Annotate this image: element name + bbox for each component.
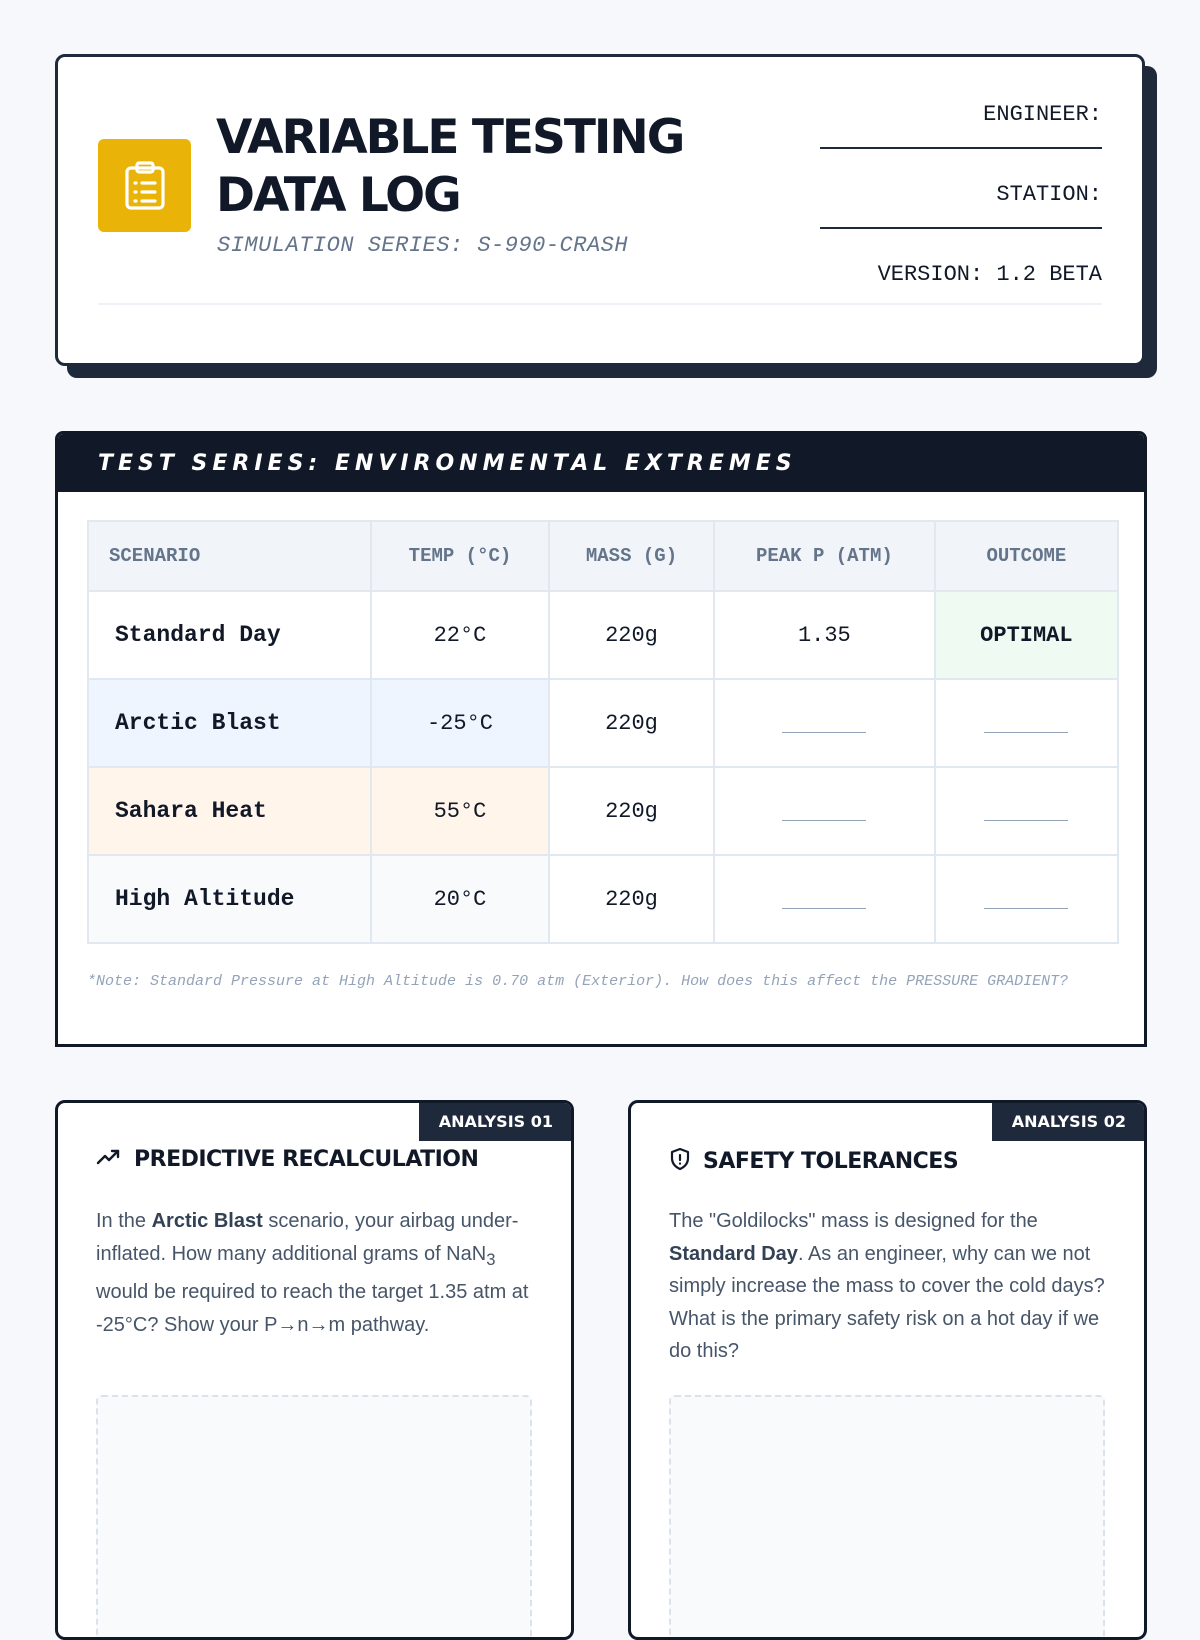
scenario-cell: Sahara Heat [88, 767, 371, 855]
table-row [88, 767, 1118, 855]
shield-icon [669, 1147, 691, 1176]
mass-cell: 220g [549, 591, 714, 679]
peak-blank[interactable] [782, 819, 866, 821]
scenario-cell: Arctic Blast [88, 679, 371, 767]
header-card [55, 54, 1145, 366]
analysis-heading [96, 1147, 478, 1172]
analysis-body [669, 1205, 1109, 1368]
outcome-blank[interactable] [984, 819, 1068, 821]
title-line-2: DATA LOG [216, 168, 460, 223]
peak-cell[interactable] [714, 767, 935, 855]
temp-cell: -25°C [371, 679, 549, 767]
column-header: TEMP (°C) [371, 521, 549, 591]
mass-cell: 220g [549, 767, 714, 855]
outcome-cell: OPTIMAL [935, 591, 1118, 679]
outcome-blank[interactable] [984, 907, 1068, 909]
mass-cell: 220g [549, 679, 714, 767]
outcome-cell[interactable] [935, 679, 1118, 767]
body-bold: Arctic Blast [151, 1210, 263, 1232]
title-line-1: VARIABLE TESTING [216, 110, 684, 165]
body-text: would be required to reach the target 1.35 atm at -25°C? Show your P→n→m pathway. [96, 1281, 529, 1336]
analysis-title: SAFETY TOLERANCES [703, 1149, 959, 1174]
answer-box[interactable] [669, 1395, 1105, 1640]
trending-up-icon [96, 1147, 122, 1172]
temp-cell: 20°C [371, 855, 549, 943]
analysis-tag: ANALYSIS 02 [992, 1103, 1144, 1141]
peak-cell[interactable] [714, 679, 935, 767]
scenario-cell: High Altitude [88, 855, 371, 943]
engineer-label: ENGINEER: [983, 102, 1102, 127]
outcome-cell[interactable] [935, 767, 1118, 855]
temp-cell: 55°C [371, 767, 549, 855]
outcome-cell[interactable] [935, 855, 1118, 943]
table-note: *Note: Standard Pressure at High Altitude is 0.70 atm (Exterior). How does this affect the PRESSURE GRADIENT? [87, 973, 1069, 990]
peak-cell: 1.35 [714, 591, 935, 679]
peak-blank[interactable] [782, 731, 866, 733]
test-series-card [55, 431, 1147, 1047]
clipboard-icon [98, 139, 191, 232]
outcome-blank[interactable] [984, 731, 1068, 733]
column-header: OUTCOME [935, 521, 1118, 591]
body-text: . As an engineer, why can we not simply increase the mass to cover the cold days? What is the primary safety risk on a hot day if we do this? [669, 1242, 1105, 1362]
column-header: MASS (G) [549, 521, 714, 591]
data-table [87, 520, 1119, 944]
column-header: SCENARIO [88, 521, 371, 591]
temp-cell: 22°C [371, 591, 549, 679]
peak-cell[interactable] [714, 855, 935, 943]
analysis-title: PREDICTIVE RECALCULATION [134, 1147, 479, 1172]
body-text: In the [96, 1210, 152, 1232]
table-row [88, 679, 1118, 767]
table-header-row [88, 521, 1118, 591]
test-series-title: TEST SERIES: ENVIRONMENTAL EXTREMES [58, 434, 1144, 492]
analysis-heading [669, 1147, 958, 1176]
body-subscript: 3 [486, 1249, 496, 1269]
version-label: VERSION: 1.2 BETA [877, 262, 1102, 287]
station-field[interactable] [820, 213, 1102, 229]
body-text: scenario, your airbag under-inflated. How many additional grams of NaN [96, 1210, 519, 1265]
analysis-body [96, 1205, 536, 1341]
page-title [216, 109, 776, 225]
analysis-card-2 [628, 1100, 1147, 1640]
table-row [88, 855, 1118, 943]
body-text: The "Goldilocks" mass is designed for the [669, 1210, 1038, 1232]
header-divider [98, 303, 1102, 305]
station-label: STATION: [996, 182, 1102, 207]
series-subtitle: SIMULATION SERIES: S-990-CRASH [217, 233, 629, 258]
analysis-tag: ANALYSIS 01 [419, 1103, 571, 1141]
body-bold: Standard Day [669, 1242, 798, 1265]
scenario-cell: Standard Day [88, 591, 371, 679]
meta-block [820, 101, 1102, 289]
engineer-field[interactable] [820, 133, 1102, 149]
peak-blank[interactable] [782, 907, 866, 909]
table-row [88, 591, 1118, 679]
column-header: PEAK P (ATM) [714, 521, 935, 591]
answer-box[interactable] [96, 1395, 532, 1640]
analysis-card-1 [55, 1100, 574, 1640]
mass-cell: 220g [549, 855, 714, 943]
